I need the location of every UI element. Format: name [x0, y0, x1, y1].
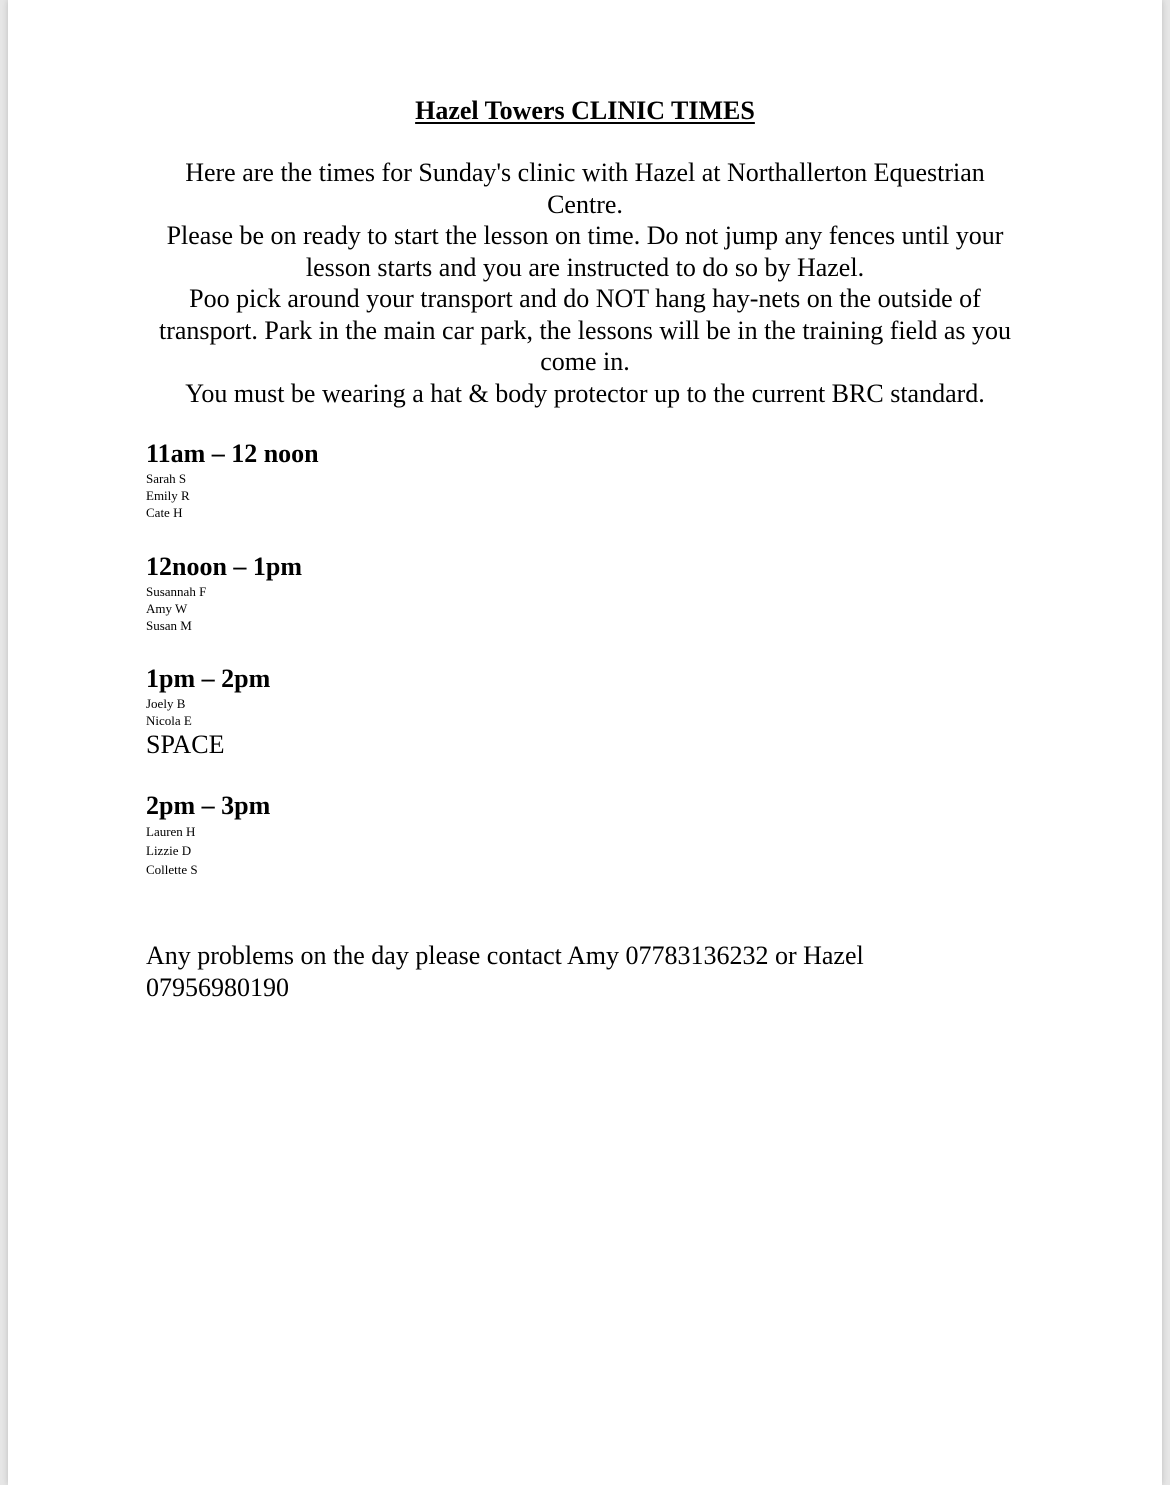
document-title: Hazel Towers CLINIC TIMES — [415, 96, 755, 125]
rider-name: Cate H — [146, 505, 183, 520]
time-slot-11am — [146, 438, 319, 521]
time-slot-1pm — [146, 663, 270, 761]
slot-time-heading: 12noon – 1pm — [146, 552, 303, 581]
rider-name: Susannah F — [146, 584, 207, 599]
slot-time-heading: 2pm – 3pm — [146, 791, 271, 820]
space-available-note: SPACE — [146, 730, 225, 759]
rider-list — [146, 822, 270, 879]
intro-paragraph: Poo pick around your transport and do NOT hang hay-nets on the outside of transport. Park in the main car park, the lessons will be in the training field as you come in. — [158, 284, 1012, 376]
rider-name: Nicola E — [146, 713, 192, 728]
rider-name: Amy W — [146, 601, 188, 616]
intro-paragraph: Here are the times for Sunday's clinic with Hazel at Northallerton Equestrian Centre. — [185, 158, 985, 219]
rider-name: Collette S — [146, 862, 198, 877]
slot-time-heading: 11am – 12 noon — [146, 439, 319, 468]
rider-list — [146, 583, 302, 634]
rider-list — [146, 695, 270, 729]
rider-name: Sarah S — [146, 471, 187, 486]
rider-name: Joely B — [146, 696, 186, 711]
time-slot-2pm — [146, 790, 270, 879]
intro-paragraph: You must be wearing a hat & body protector up to the current BRC standard. — [185, 378, 985, 408]
intro-text — [146, 157, 1024, 409]
rider-name: Lauren H — [146, 824, 196, 839]
intro-paragraph: Please be on ready to start the lesson on time. Do not jump any fences until your lesson starts and you are instructed to do so by Hazel. — [166, 221, 1004, 282]
rider-name: Lizzie D — [146, 843, 192, 858]
contact-info: Any problems on the day please contact Amy 07783136232 or Hazel 07956980190 — [146, 941, 864, 1002]
rider-list — [146, 470, 319, 521]
rider-name: Susan M — [146, 618, 192, 633]
rider-name: Emily R — [146, 488, 190, 503]
slot-time-heading: 1pm – 2pm — [146, 664, 271, 693]
document-page — [8, 0, 1162, 1485]
time-slot-12noon — [146, 551, 302, 634]
